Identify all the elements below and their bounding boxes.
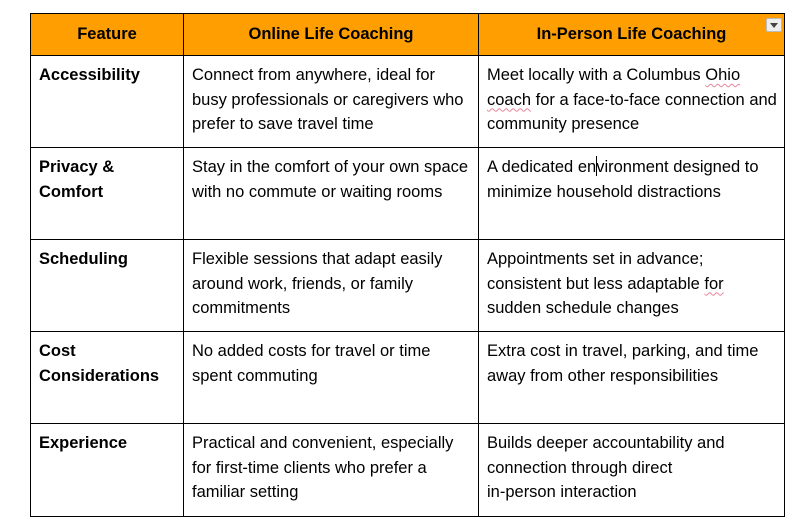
cell-text: Appointments set in advance; consistent but less adaptable	[487, 250, 705, 293]
table-row	[31, 56, 785, 148]
cell-text: vironment designed to minimize household distractions	[487, 158, 759, 201]
spellcheck-flagged-word[interactable]: for	[704, 274, 724, 293]
header-feature[interactable]: Feature	[31, 14, 184, 56]
feature-label-line: Cost	[39, 342, 76, 360]
table-row	[31, 240, 785, 332]
feature-cell-scheduling[interactable]	[31, 240, 184, 332]
table-row	[31, 148, 785, 240]
spellcheck-flagged-word[interactable]: Ohio	[705, 66, 741, 84]
online-cell-privacy-comfort[interactable]: Stay in the comfort of your own space with no commute or waiting rooms	[184, 148, 479, 240]
online-cell-scheduling[interactable]: Flexible sessions that adapt easily around work, friends, or family commitments	[184, 240, 479, 332]
feature-label-line: Comfort	[39, 182, 104, 201]
cell-text: A dedicated en	[487, 158, 597, 176]
feature-cell-experience[interactable]	[31, 424, 184, 517]
cell-text-line: in-person interaction	[487, 483, 637, 501]
online-cell-experience[interactable]: Practical and convenient, especially for first-time clients who prefer a familiar setting	[184, 424, 479, 517]
cell-text: for a face-to-face connection and community presence	[487, 90, 777, 133]
chevron-down-icon[interactable]	[766, 18, 782, 32]
in-person-cell-accessibility[interactable]	[479, 56, 785, 148]
feature-label: Accessibility	[39, 66, 140, 84]
header-online[interactable]: Online Life Coaching	[184, 14, 479, 56]
cell-text: Meet locally with a Columbus	[487, 66, 706, 84]
online-cell-accessibility[interactable]: Connect from anywhere, ideal for busy professionals or caregivers who prefer to save travel time	[184, 56, 479, 148]
in-person-cell-cost[interactable]: Extra cost in travel, parking, and time away from other responsibilities	[479, 332, 785, 424]
cell-text: sudden schedule changes	[487, 299, 679, 317]
feature-cell-cost[interactable]	[31, 332, 184, 424]
table-row	[31, 424, 785, 517]
header-row	[31, 14, 785, 56]
online-cell-cost[interactable]: No added costs for travel or time spent commuting	[184, 332, 479, 424]
cell-content	[487, 155, 778, 204]
feature-cell-privacy-comfort[interactable]	[31, 148, 184, 240]
table-row	[31, 332, 785, 424]
in-person-cell-scheduling[interactable]	[479, 240, 785, 332]
feature-cell-accessibility[interactable]	[31, 56, 184, 148]
in-person-cell-privacy-comfort[interactable]	[479, 148, 785, 240]
cell-text-line: Builds deeper accountability and connection through direct	[487, 434, 725, 477]
comparison-table	[30, 13, 785, 517]
feature-label-line: Privacy &	[39, 158, 115, 176]
in-person-cell-experience[interactable]	[479, 424, 785, 517]
feature-label: Experience	[39, 434, 128, 452]
feature-label-line: Considerations	[39, 366, 160, 385]
feature-label: Scheduling	[39, 250, 128, 268]
spellcheck-flagged-word[interactable]: coach	[487, 90, 532, 109]
header-in-person[interactable]: In-Person Life Coaching	[479, 14, 785, 56]
